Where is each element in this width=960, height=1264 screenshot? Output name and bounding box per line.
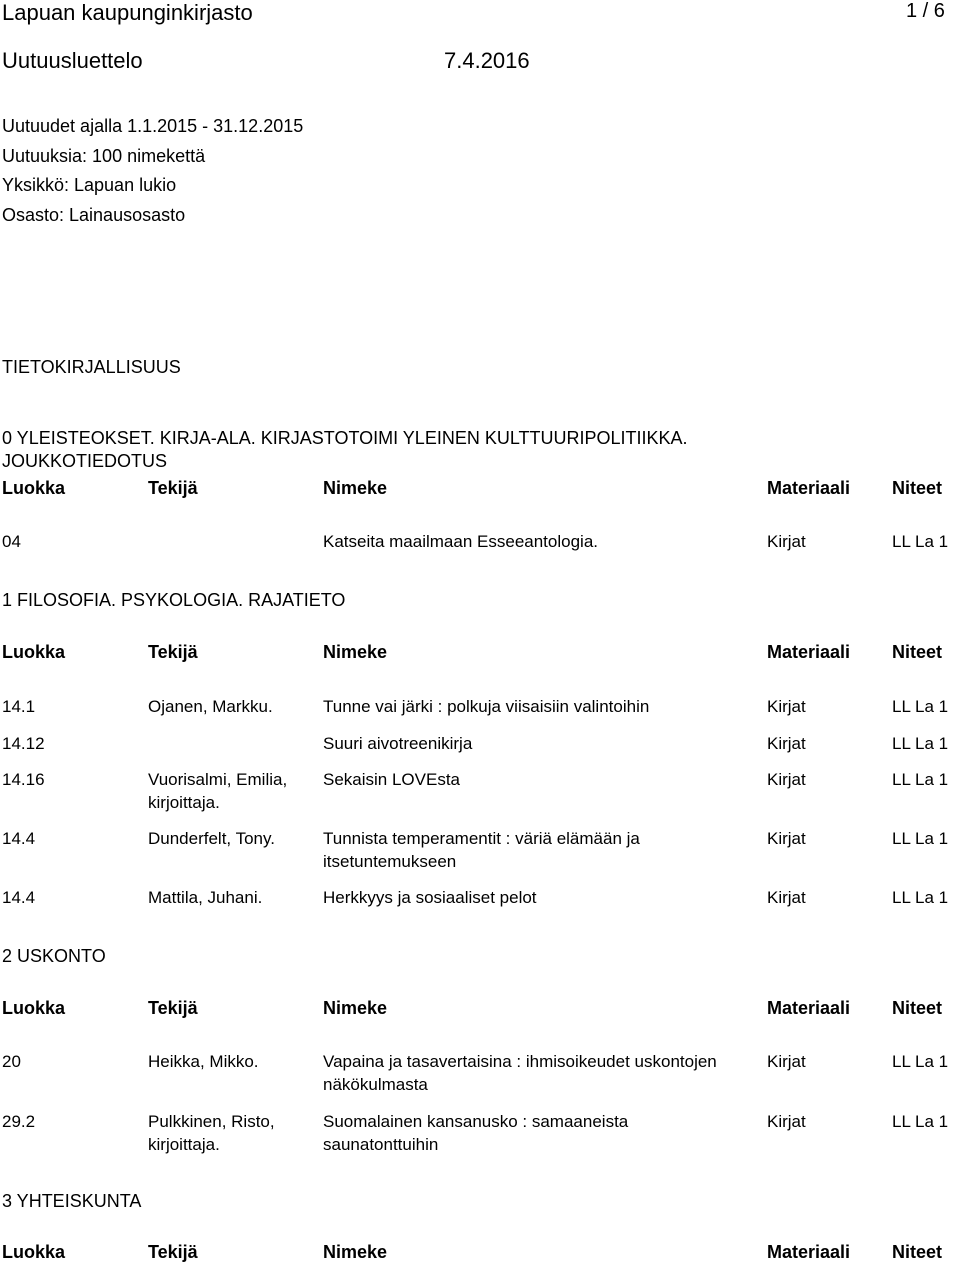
cell-tekija: Pulkkinen, Risto, kirjoittaja. <box>148 1112 275 1154</box>
section-heading: 2 USKONTO <box>2 946 106 966</box>
cell-luokka: 14.12 <box>2 734 45 753</box>
column-header-nimeke: Nimeke <box>323 998 388 1018</box>
column-header-nimeke: Nimeke <box>323 478 388 498</box>
cell-materiaali: Kirjat <box>767 734 806 753</box>
cell-luokka: 29.2 <box>2 1112 36 1131</box>
column-header-materiaali: Materiaali <box>767 1242 851 1262</box>
column-header-tekija: Tekijä <box>148 642 198 662</box>
cell-nimeke: Tunne vai järki : polkuja viisaisiin valintoihin <box>323 697 650 716</box>
cell-nimeke: Katseita maailmaan Esseeantologia. <box>323 532 598 551</box>
cell-materiaali: Kirjat <box>767 532 806 551</box>
cell-nimeke: Suuri aivotreenikirja <box>323 734 473 753</box>
column-header-nimeke: Nimeke <box>323 1242 388 1262</box>
cell-luokka: 14.1 <box>2 697 36 716</box>
cell-nimeke: Herkkyys ja sosiaaliset pelot <box>323 888 537 907</box>
cell-nimeke: Tunnista temperamentit : väriä elämään ja itsetuntemukseen <box>323 829 640 871</box>
column-header-luokka: Luokka <box>2 1242 66 1262</box>
column-header-tekija: Tekijä <box>148 1242 198 1262</box>
cell-luokka: 04 <box>2 532 21 551</box>
page-number: 1 / 6 <box>906 0 945 22</box>
title-count: Uutuuksia: 100 nimekettä <box>2 146 206 166</box>
cell-tekija: Dunderfelt, Tony. <box>148 829 275 848</box>
column-header-luokka: Luokka <box>2 642 66 662</box>
cell-materiaali: Kirjat <box>767 888 806 907</box>
cell-nimeke: Suomalainen kansanusko : samaaneista saunatonttuihin <box>323 1112 629 1154</box>
cell-luokka: 14.4 <box>2 888 36 907</box>
cell-niteet: LL La 1 <box>892 770 949 789</box>
cell-tekija: Vuorisalmi, Emilia, kirjoittaja. <box>148 770 288 812</box>
cell-niteet: LL La 1 <box>892 888 949 907</box>
cell-luokka: 14.16 <box>2 770 45 789</box>
cell-materiaali: Kirjat <box>767 1112 806 1131</box>
cell-niteet: LL La 1 <box>892 1112 949 1131</box>
column-header-niteet: Niteet <box>892 998 943 1018</box>
column-header-materiaali: Materiaali <box>767 478 851 498</box>
cell-niteet: LL La 1 <box>892 734 949 753</box>
date-range: Uutuudet ajalla 1.1.2015 - 31.12.2015 <box>2 116 304 136</box>
column-header-materiaali: Materiaali <box>767 998 851 1018</box>
cell-materiaali: Kirjat <box>767 829 806 848</box>
unit: Yksikkö: Lapuan lukio <box>2 175 177 195</box>
section-heading: JOUKKOTIEDOTUS <box>2 451 168 471</box>
column-header-tekija: Tekijä <box>148 998 198 1018</box>
cell-materiaali: Kirjat <box>767 770 806 789</box>
list-date: 7.4.2016 <box>444 48 530 73</box>
cell-tekija: Mattila, Juhani. <box>148 888 263 907</box>
list-title: Uutuusluettelo <box>2 48 143 73</box>
section-heading: 1 FILOSOFIA. PSYKOLOGIA. RAJATIETO <box>2 590 346 610</box>
cell-tekija: Heikka, Mikko. <box>148 1052 259 1071</box>
department: Osasto: Lainausosasto <box>2 205 186 225</box>
cell-niteet: LL La 1 <box>892 697 949 716</box>
column-header-niteet: Niteet <box>892 642 943 662</box>
category-heading: TIETOKIRJALLISUUS <box>2 357 181 377</box>
column-header-tekija: Tekijä <box>148 478 198 498</box>
cell-materiaali: Kirjat <box>767 697 806 716</box>
cell-tekija: Ojanen, Markku. <box>148 697 273 716</box>
column-header-niteet: Niteet <box>892 1242 943 1262</box>
column-header-luokka: Luokka <box>2 998 66 1018</box>
column-header-luokka: Luokka <box>2 478 66 498</box>
column-header-materiaali: Materiaali <box>767 642 851 662</box>
cell-niteet: LL La 1 <box>892 829 949 848</box>
section-heading: 0 YLEISTEOKSET. KIRJA-ALA. KIRJASTOTOIMI YLEINEN KULTTUURIPOLITIIKKA. <box>2 428 688 448</box>
cell-luokka: 20 <box>2 1052 21 1071</box>
cell-materiaali: Kirjat <box>767 1052 806 1071</box>
column-header-niteet: Niteet <box>892 478 943 498</box>
cell-niteet: LL La 1 <box>892 1052 949 1071</box>
cell-luokka: 14.4 <box>2 829 36 848</box>
cell-niteet: LL La 1 <box>892 532 949 551</box>
column-header-nimeke: Nimeke <box>323 642 388 662</box>
cell-nimeke: Vapaina ja tasavertaisina : ihmisoikeudet uskontojen näkökulmasta <box>323 1052 717 1094</box>
cell-nimeke: Sekaisin LOVEsta <box>323 770 461 789</box>
section-heading: 3 YHTEISKUNTA <box>2 1191 142 1211</box>
library-name: Lapuan kaupunginkirjasto <box>2 0 253 25</box>
